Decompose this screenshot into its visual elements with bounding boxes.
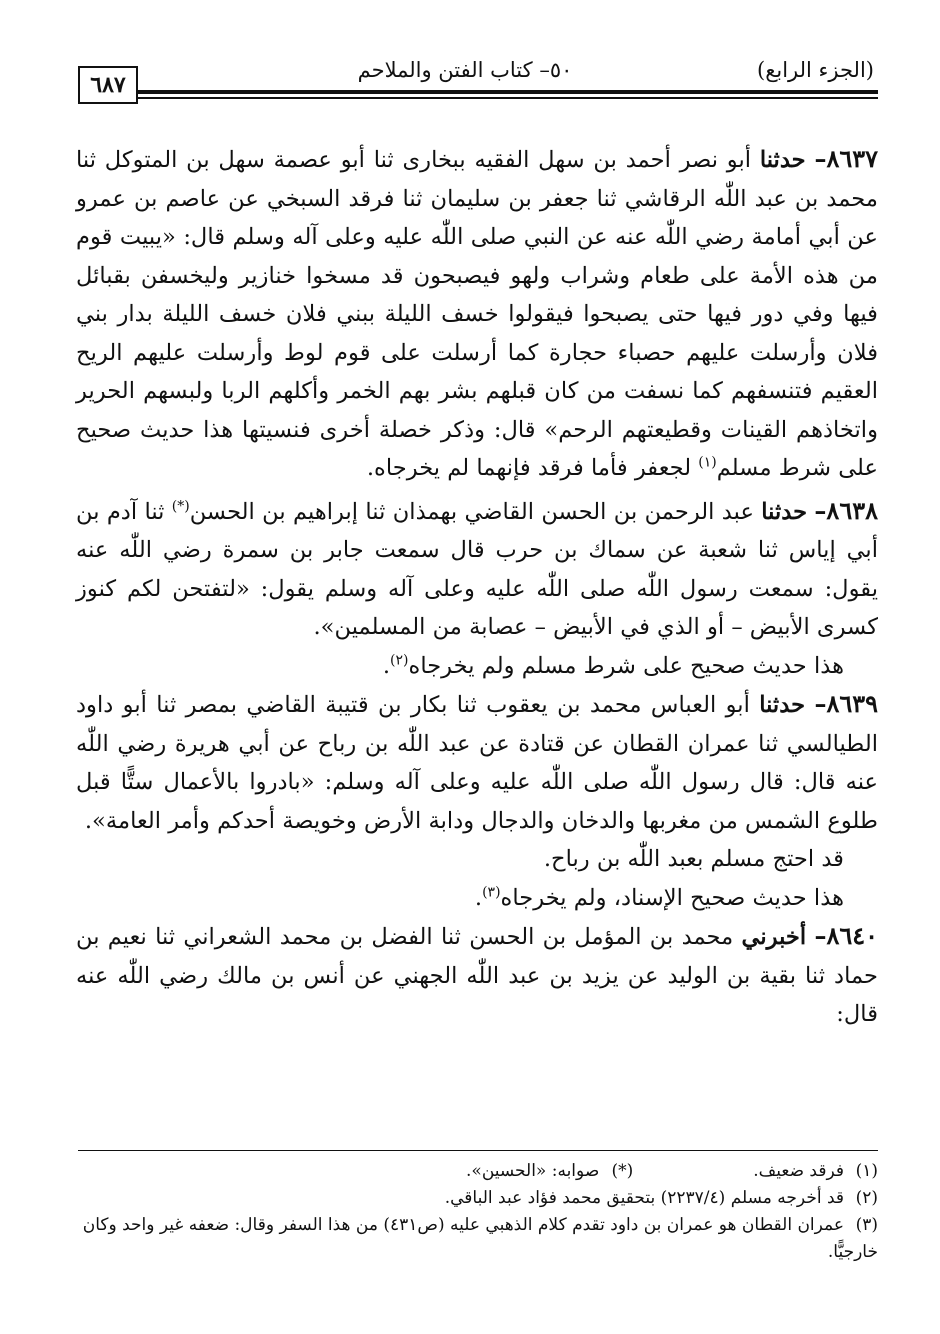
hadith-number: ٨٦٣٩– [814,689,878,718]
page-number: ٦٨٧ [78,66,138,104]
header-rule-thin [138,97,878,99]
footnotes [76,1158,878,1266]
hadith-lead: حدثنا [761,498,808,525]
footnote-text: صوابه: «الحسين». [466,1161,600,1181]
footnote-2 [76,1185,878,1212]
footnote-number: (١) [855,1161,878,1181]
hadith-number: ٨٦٣٨– [814,495,878,525]
hadith-text: محمد بن المؤمل بن الحسن ثنا الفضل بن محمد الشعراني ثنا نعيم بن حماد ثنا بقية بن الوليد عن يزيد بن عبد اللّٰه الجهني عن أنس بن مالك رضي اللّٰه عنه قال: [76,924,878,1027]
hadith-text: أبو العباس محمد بن يعقوب ثنا بكار بن قتيبة القاضي بمصر ثنا أبو داود الطيالسي ثنا عمران القطان عن قتادة عن عبد اللّٰه بن رباح عن أبي هريرة رضي اللّٰه عنه قال: قال رسول اللّٰه صلى اللّٰه عليه وعلى آله وسلم: «بادروا بالأعمال ستًّا قبل طلوع الشمس من مغربها والدخان والدجال ودابة الأرض وخويصة أحدكم وأمر العامة». [76,692,878,834]
footnote-text: عمران القطان هو عمران بن داود تقدم كلام الذهبي عليه (ص٤٣١) من هذا السفر وقال: ضعفه غير واحد وكان خارجيًّا. [82,1215,878,1262]
hadith-grading: هذا حديث صحيح الإسناد، ولم يخرجاه$^{(٣)}$. [474,883,844,911]
grading-text: هذا حديث صحيح على شرط مسلم ولم يخرجاه [408,652,844,679]
footnote-ref: (*) [171,497,190,514]
volume-label: (الجزء الرابع) [757,58,874,82]
hadith-8637 [76,140,878,488]
footnote-text: قد أخرجه مسلم (٢٢٣٧/٤) بتحقيق محمد فؤاد عبد الباقي. [444,1188,844,1208]
hadith-lead: حدثنا [759,147,806,173]
footnote-rule [78,1150,878,1151]
footnote-number: (٣) [855,1215,878,1235]
footnote-text: فرقد ضعيف. [753,1161,844,1181]
footnote-row [76,1158,878,1185]
page-body [76,140,878,1034]
footnote-3 [76,1212,878,1266]
hadith-lead: أخبرني [741,924,807,950]
hadith-tail: لجعفر فأما فرقد فإنهما لم يخرجاه. [366,455,692,481]
hadith-number: ٨٦٣٧– [814,144,879,173]
footnote-star [466,1158,633,1185]
hadith-8639 [76,685,878,840]
book-title: ٥٠– كتاب الفتن والملاحم [357,58,573,82]
hadith-text: أبو نصر أحمد بن سهل الفقيه ببخارى ثنا أبو عصمة سهل بن المتوكل ثنا محمد بن عبد اللّٰه الرقاشي ثنا جعفر بن سليمان ثنا فرقد السبخي عن عاصم بن عمرو عن أبي أمامة رضي اللّٰه عنه عن النبي صلى اللّٰه عليه وعلى آله وسلم قال: «يبيت قوم من هذه الأمة على طعام وشراب ولهو فيصبحون قد مسخوا خنازير وليخسفن بقبائل فيها وفي دور فيها حتى يصبحوا فيقولوا خسف الليلة ببني فلان خسف الليلة بدار بني فلان وأرسلت عليهم حصباء حجارة كما أرسلت على قوم لوط وأرسلت عليهم الريح العقيم فتنسفهم كما نسفت من كان قبلهم بشر بهم الخمر وأكلهم الربا ولبسهم الحرير واتخاذهم القينات وقطيعتهم الرحم» قال: وذكر خصلة أخرى فنسيتها هذا حديث صحيح على شرط مسلم [76,147,878,481]
hadith-8640 [76,917,878,1034]
hadith-lead: حدثنا [759,692,806,718]
header-rule-thick [138,90,878,94]
hadith-comment [76,840,878,879]
grading-text: هذا حديث صحيح الإسناد، ولم يخرجاه [500,884,844,911]
hadith-tail: ثنا آدم بن أبي إياس ثنا شعبة عن سماك بن حرب قال سمعت جابر بن سمرة رضي اللّٰه عنه يقول: سمعت رسول اللّٰه صلى اللّٰه عليه وعلى آله وسلم يقول: «لتفتحن لكم كنوز كسرى الأبيض – أو الذي في الأبيض – عصابة من المسلمين». [76,498,878,640]
footnote-ref: (٢) [390,651,409,668]
footnote-ref: (١) [698,454,717,471]
hadith-8638 [76,492,878,647]
footnote-ref: (٣) [482,883,501,900]
hadith-grading: هذا حديث صحيح على شرط مسلم ولم يخرجاه$^{(٢)}$. [382,651,844,679]
comment-text: قد احتج مسلم بعبد اللّٰه بن رباح. [543,846,844,872]
hadith-number: ٨٦٤٠– [814,921,878,950]
footnote-number: (٢) [855,1188,878,1208]
hadith-text: عبد الرحمن بن الحسن القاضي بهمذان ثنا إبراهيم بن الحسن [189,498,754,525]
footnote-number: (*) [611,1161,634,1181]
footnote-1 [753,1158,878,1185]
